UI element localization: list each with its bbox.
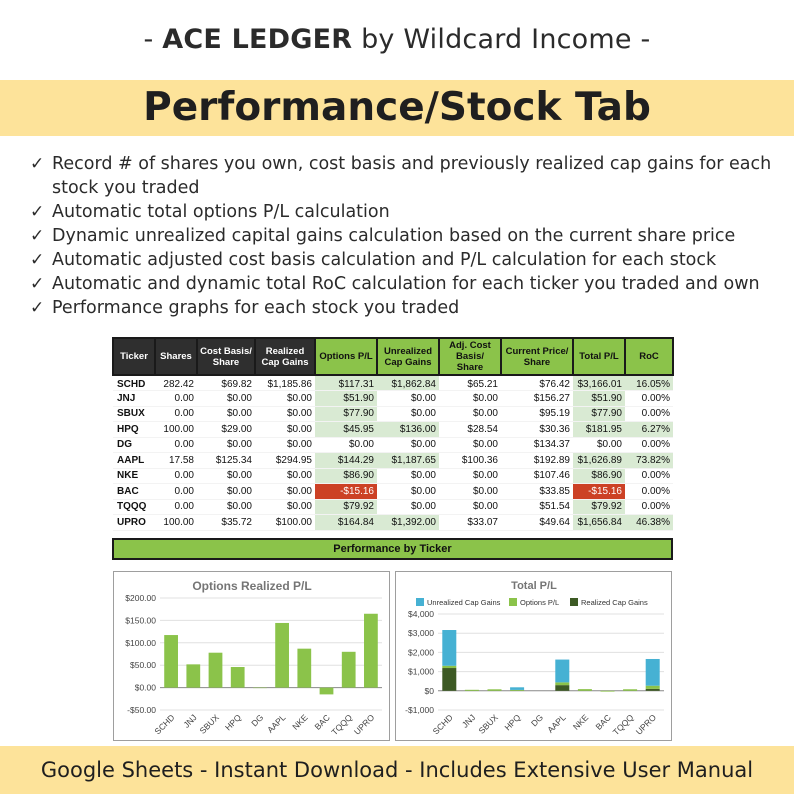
cell-cost[interactable]: $35.72 — [197, 515, 255, 531]
bar-hpq[interactable] — [231, 667, 245, 688]
feature-text: Automatic and dynamic total RoC calculation for each ticker you traded and own — [52, 274, 760, 294]
bar-aapl[interactable] — [275, 623, 289, 688]
x-tick-label: HPQ — [223, 712, 244, 733]
bar-upro-0[interactable] — [646, 659, 660, 686]
y-tick-label: $2,000 — [408, 647, 434, 658]
cell-cost[interactable]: $0.00 — [197, 499, 255, 515]
total-pl-chart-svg — [396, 572, 673, 742]
cell-adj[interactable]: $100.36 — [439, 453, 501, 469]
cell-shares[interactable]: 0.00 — [155, 499, 197, 515]
cell-ticker[interactable]: UPRO — [113, 515, 155, 531]
cell-ticker[interactable]: SBUX — [113, 406, 155, 422]
cell-options[interactable]: $144.29 — [315, 453, 377, 469]
cell-realized[interactable]: $1,185.86 — [255, 375, 315, 391]
cell-unrealized[interactable]: $1,392.00 — [377, 515, 439, 531]
col-header-roc[interactable]: RoC — [625, 338, 673, 375]
bar-dg[interactable] — [253, 688, 267, 689]
table-row[interactable] — [113, 422, 673, 438]
col-header-total-pl[interactable]: Total P/L — [573, 338, 625, 375]
table-row[interactable] — [113, 437, 673, 453]
options-realized-chart — [113, 571, 390, 741]
cell-price[interactable]: $156.27 — [501, 391, 573, 407]
cell-adj[interactable]: $28.54 — [439, 422, 501, 438]
bar-jnj-1[interactable] — [465, 690, 479, 691]
y-tick-label: $3,000 — [408, 628, 434, 639]
cell-options[interactable]: $0.00 — [315, 437, 377, 453]
x-tick-label: BAC — [593, 712, 613, 732]
table-header-row — [113, 338, 673, 375]
x-tick-label: JNJ — [459, 712, 478, 730]
x-tick-label: AAPL — [545, 712, 568, 735]
cell-adj[interactable]: $0.00 — [439, 499, 501, 515]
legend-swatch — [509, 598, 517, 606]
cell-cost[interactable]: $0.00 — [197, 468, 255, 484]
y-tick-label: $4,000 — [408, 609, 434, 619]
cell-unrealized[interactable]: $0.00 — [377, 437, 439, 453]
y-tick-label: $150.00 — [125, 615, 156, 626]
cell-cost[interactable]: $0.00 — [197, 391, 255, 407]
cell-ticker[interactable]: NKE — [113, 468, 155, 484]
cell-total[interactable]: $77.90 — [573, 406, 625, 422]
bar-schd-0[interactable] — [442, 630, 456, 666]
bar-tqqq[interactable] — [342, 652, 356, 688]
x-tick-label: AAPL — [265, 712, 288, 735]
y-tick-label: -$50.00 — [127, 705, 156, 715]
bar-schd-1[interactable] — [442, 666, 456, 668]
cell-cost[interactable]: $69.82 — [197, 375, 255, 391]
x-tick-label: TQQQ — [329, 712, 355, 738]
bar-hpq-0[interactable] — [510, 687, 524, 690]
y-tick-label: $50.00 — [130, 660, 156, 671]
bar-upro[interactable] — [364, 614, 378, 688]
cell-realized[interactable]: $100.00 — [255, 515, 315, 531]
cell-unrealized[interactable]: $1,862.84 — [377, 375, 439, 391]
cell-realized[interactable]: $0.00 — [255, 422, 315, 438]
table-row[interactable] — [113, 484, 673, 500]
cell-ticker[interactable]: BAC — [113, 484, 155, 500]
x-tick-label: SBUX — [197, 712, 221, 736]
x-tick-label: UPRO — [633, 712, 659, 737]
x-tick-label: UPRO — [351, 712, 377, 737]
cell-shares[interactable]: 0.00 — [155, 484, 197, 500]
cell-cost[interactable]: $29.00 — [197, 422, 255, 438]
x-tick-label: NKE — [290, 712, 310, 732]
performance-table-wrap — [112, 337, 672, 531]
col-header-unrealized[interactable]: Unrealized Cap Gains — [377, 338, 439, 375]
bar-aapl-0[interactable] — [555, 660, 569, 683]
bar-nke[interactable] — [297, 649, 311, 688]
cell-roc[interactable]: 0.00% — [625, 391, 673, 407]
cell-unrealized[interactable]: $1,187.65 — [377, 453, 439, 469]
cell-adj[interactable]: $0.00 — [439, 406, 501, 422]
cell-unrealized[interactable]: $0.00 — [377, 391, 439, 407]
cell-adj[interactable]: $33.07 — [439, 515, 501, 531]
cell-roc[interactable]: 46.38% — [625, 515, 673, 531]
cell-total[interactable]: $79.92 — [573, 499, 625, 515]
cell-unrealized[interactable]: $0.00 — [377, 468, 439, 484]
feature-item — [30, 272, 780, 296]
cell-roc[interactable]: 73.82% — [625, 453, 673, 469]
feature-text: Record # of shares you own, cost basis and previously realized cap gains for each stock you traded — [52, 154, 772, 198]
x-tick-label: SCHD — [430, 712, 455, 737]
legend-label: Options P/L — [520, 598, 560, 607]
cell-unrealized[interactable]: $136.00 — [377, 422, 439, 438]
feature-item — [30, 296, 780, 320]
cell-total[interactable]: -$15.16 — [573, 484, 625, 500]
bar-bac-1[interactable] — [600, 691, 614, 692]
cell-options[interactable]: $45.95 — [315, 422, 377, 438]
table-row[interactable] — [113, 515, 673, 531]
legend-swatch — [570, 598, 578, 606]
col-header-ticker[interactable]: Ticker — [113, 338, 155, 375]
cell-cost[interactable]: $0.00 — [197, 406, 255, 422]
table-row[interactable] — [113, 391, 673, 407]
feature-item — [30, 248, 780, 272]
x-tick-label: HPQ — [502, 712, 523, 733]
cell-realized[interactable]: $0.00 — [255, 406, 315, 422]
y-tick-label: $0.00 — [134, 682, 156, 693]
cell-adj[interactable]: $0.00 — [439, 484, 501, 500]
cell-adj[interactable]: $0.00 — [439, 437, 501, 453]
col-header-price[interactable]: Current Price/ Share — [501, 338, 573, 375]
cell-total[interactable]: $3,166.01 — [573, 375, 625, 391]
cell-shares[interactable]: 0.00 — [155, 437, 197, 453]
title-banner — [0, 80, 794, 136]
bar-sbux-1[interactable] — [487, 689, 501, 690]
x-tick-label: SCHD — [152, 712, 177, 737]
check-icon: ✓ — [30, 226, 45, 246]
bar-aapl-2[interactable] — [555, 685, 569, 691]
table-row[interactable] — [113, 375, 673, 391]
cell-options[interactable]: -$15.16 — [315, 484, 377, 500]
cell-cost[interactable]: $125.34 — [197, 453, 255, 469]
y-tick-label: $0 — [424, 685, 434, 696]
col-header-cost-basis[interactable]: Cost Basis/ Share — [197, 338, 255, 375]
feature-item — [30, 200, 780, 224]
x-tick-label: SBUX — [476, 712, 500, 736]
col-header-shares[interactable]: Shares — [155, 338, 197, 375]
bar-nke-1[interactable] — [578, 689, 592, 691]
cell-adj[interactable]: $0.00 — [439, 391, 501, 407]
y-tick-label: $200.00 — [125, 593, 156, 603]
table-body — [113, 375, 673, 530]
cell-shares[interactable]: 17.58 — [155, 453, 197, 469]
chart-title: Total P/L — [511, 580, 557, 592]
cell-total[interactable]: $86.90 — [573, 468, 625, 484]
feature-item — [30, 152, 780, 200]
header-suffix: by Wildcard Income - — [352, 24, 651, 55]
cell-total[interactable]: $1,626.89 — [573, 453, 625, 469]
cell-realized[interactable]: $294.95 — [255, 453, 315, 469]
table-row[interactable] — [113, 499, 673, 515]
check-icon: ✓ — [30, 274, 45, 294]
cell-roc[interactable]: 0.00% — [625, 406, 673, 422]
feature-list — [30, 152, 780, 320]
check-icon: ✓ — [30, 250, 45, 270]
cell-price[interactable]: $30.36 — [501, 422, 573, 438]
chart-title: Options Realized P/L — [192, 579, 312, 593]
table-row[interactable] — [113, 406, 673, 422]
cell-shares[interactable]: 0.00 — [155, 391, 197, 407]
table-row[interactable] — [113, 468, 673, 484]
cell-options[interactable]: $117.31 — [315, 375, 377, 391]
cell-options[interactable]: $86.90 — [315, 468, 377, 484]
bar-jnj[interactable] — [186, 664, 200, 687]
footer-banner: Google Sheets - Instant Download - Includes Extensive User Manual — [0, 746, 794, 794]
cell-roc[interactable]: 0.00% — [625, 499, 673, 515]
legend-label: Realized Cap Gains — [581, 598, 648, 607]
cell-total[interactable]: $51.90 — [573, 391, 625, 407]
bar-hpq-1[interactable] — [510, 690, 524, 691]
cell-roc[interactable]: 0.00% — [625, 484, 673, 500]
bar-schd-2[interactable] — [442, 668, 456, 691]
cell-options[interactable]: $51.90 — [315, 391, 377, 407]
cell-ticker[interactable]: HPQ — [113, 422, 155, 438]
cell-realized[interactable]: $0.00 — [255, 499, 315, 515]
cell-options[interactable]: $79.92 — [315, 499, 377, 515]
header-line — [0, 24, 794, 55]
cell-roc[interactable]: 16.05% — [625, 375, 673, 391]
x-tick-label: JNJ — [181, 712, 199, 730]
check-icon: ✓ — [30, 154, 45, 174]
bar-bac[interactable] — [320, 688, 334, 695]
cell-price[interactable]: $33.85 — [501, 484, 573, 500]
cell-roc[interactable]: 0.00% — [625, 468, 673, 484]
bar-upro-1[interactable] — [646, 686, 660, 689]
cell-options[interactable]: $77.90 — [315, 406, 377, 422]
bar-upro-2[interactable] — [646, 689, 660, 691]
page-title: Performance/Stock Tab — [143, 85, 651, 130]
cell-unrealized[interactable]: $0.00 — [377, 484, 439, 500]
cell-ticker[interactable]: AAPL — [113, 453, 155, 469]
cell-price[interactable]: $107.46 — [501, 468, 573, 484]
cell-realized[interactable]: $0.00 — [255, 437, 315, 453]
cell-ticker[interactable]: JNJ — [113, 391, 155, 407]
y-tick-label: -$1,000 — [405, 705, 434, 715]
feature-text: Performance graphs for each stock you traded — [52, 298, 460, 318]
cell-shares[interactable]: 100.00 — [155, 422, 197, 438]
cell-shares[interactable]: 282.42 — [155, 375, 197, 391]
feature-text: Automatic total options P/L calculation — [52, 202, 390, 222]
total-pl-chart — [395, 571, 672, 741]
cell-roc[interactable]: 0.00% — [625, 437, 673, 453]
col-header-options[interactable]: Options P/L — [315, 338, 377, 375]
legend-label: Unrealized Cap Gains — [427, 598, 501, 607]
legend-swatch — [416, 598, 424, 606]
cell-total[interactable]: $181.95 — [573, 422, 625, 438]
cell-cost[interactable]: $0.00 — [197, 484, 255, 500]
bar-schd[interactable] — [164, 635, 178, 688]
feature-text: Automatic adjusted cost basis calculation and P/L calculation for each stock — [52, 250, 717, 270]
y-tick-label: $1,000 — [408, 666, 434, 677]
bar-tqqq-1[interactable] — [623, 689, 637, 691]
cell-price[interactable]: $51.54 — [501, 499, 573, 515]
cell-price[interactable]: $49.64 — [501, 515, 573, 531]
brand-name: ACE LEDGER — [162, 24, 353, 55]
x-tick-label: DG — [249, 712, 266, 729]
table-row[interactable] — [113, 453, 673, 469]
cell-realized[interactable]: $0.00 — [255, 484, 315, 500]
cell-shares[interactable]: 0.00 — [155, 406, 197, 422]
cell-options[interactable]: $164.84 — [315, 515, 377, 531]
x-tick-label: TQQQ — [610, 712, 636, 738]
x-tick-label: NKE — [570, 712, 591, 732]
cell-unrealized[interactable]: $0.00 — [377, 406, 439, 422]
header-prefix: - — [143, 24, 163, 55]
cell-roc[interactable]: 6.27% — [625, 422, 673, 438]
cell-price[interactable]: $76.42 — [501, 375, 573, 391]
cell-shares[interactable]: 100.00 — [155, 515, 197, 531]
col-header-realized[interactable]: Realized Cap Gains — [255, 338, 315, 375]
cell-price[interactable]: $134.37 — [501, 437, 573, 453]
check-icon: ✓ — [30, 298, 45, 318]
feature-item — [30, 224, 780, 248]
cell-total[interactable]: $1,656.84 — [573, 515, 625, 531]
cell-realized[interactable]: $0.00 — [255, 468, 315, 484]
section-title-bar: Performance by Ticker — [112, 538, 673, 560]
cell-unrealized[interactable]: $0.00 — [377, 499, 439, 515]
bar-aapl-1[interactable] — [555, 682, 569, 685]
col-header-adj-cost[interactable]: Adj. Cost Basis/ Share — [439, 338, 501, 375]
cell-price[interactable]: $192.89 — [501, 453, 573, 469]
cell-shares[interactable]: 0.00 — [155, 468, 197, 484]
options-realized-chart-svg — [114, 572, 391, 742]
cell-price[interactable]: $95.19 — [501, 406, 573, 422]
feature-text: Dynamic unrealized capital gains calculation based on the current share price — [52, 226, 736, 246]
cell-realized[interactable]: $0.00 — [255, 391, 315, 407]
check-icon: ✓ — [30, 202, 45, 222]
x-tick-label: DG — [529, 712, 546, 729]
cell-total[interactable]: $0.00 — [573, 437, 625, 453]
cell-adj[interactable]: $0.00 — [439, 468, 501, 484]
y-tick-label: $100.00 — [125, 637, 156, 648]
cell-ticker[interactable]: SCHD — [113, 375, 155, 391]
cell-cost[interactable]: $0.00 — [197, 437, 255, 453]
cell-ticker[interactable]: DG — [113, 437, 155, 453]
x-tick-label: BAC — [312, 712, 332, 732]
performance-table — [112, 337, 674, 531]
cell-ticker[interactable]: TQQQ — [113, 499, 155, 515]
bar-sbux[interactable] — [209, 653, 223, 688]
cell-adj[interactable]: $65.21 — [439, 375, 501, 391]
